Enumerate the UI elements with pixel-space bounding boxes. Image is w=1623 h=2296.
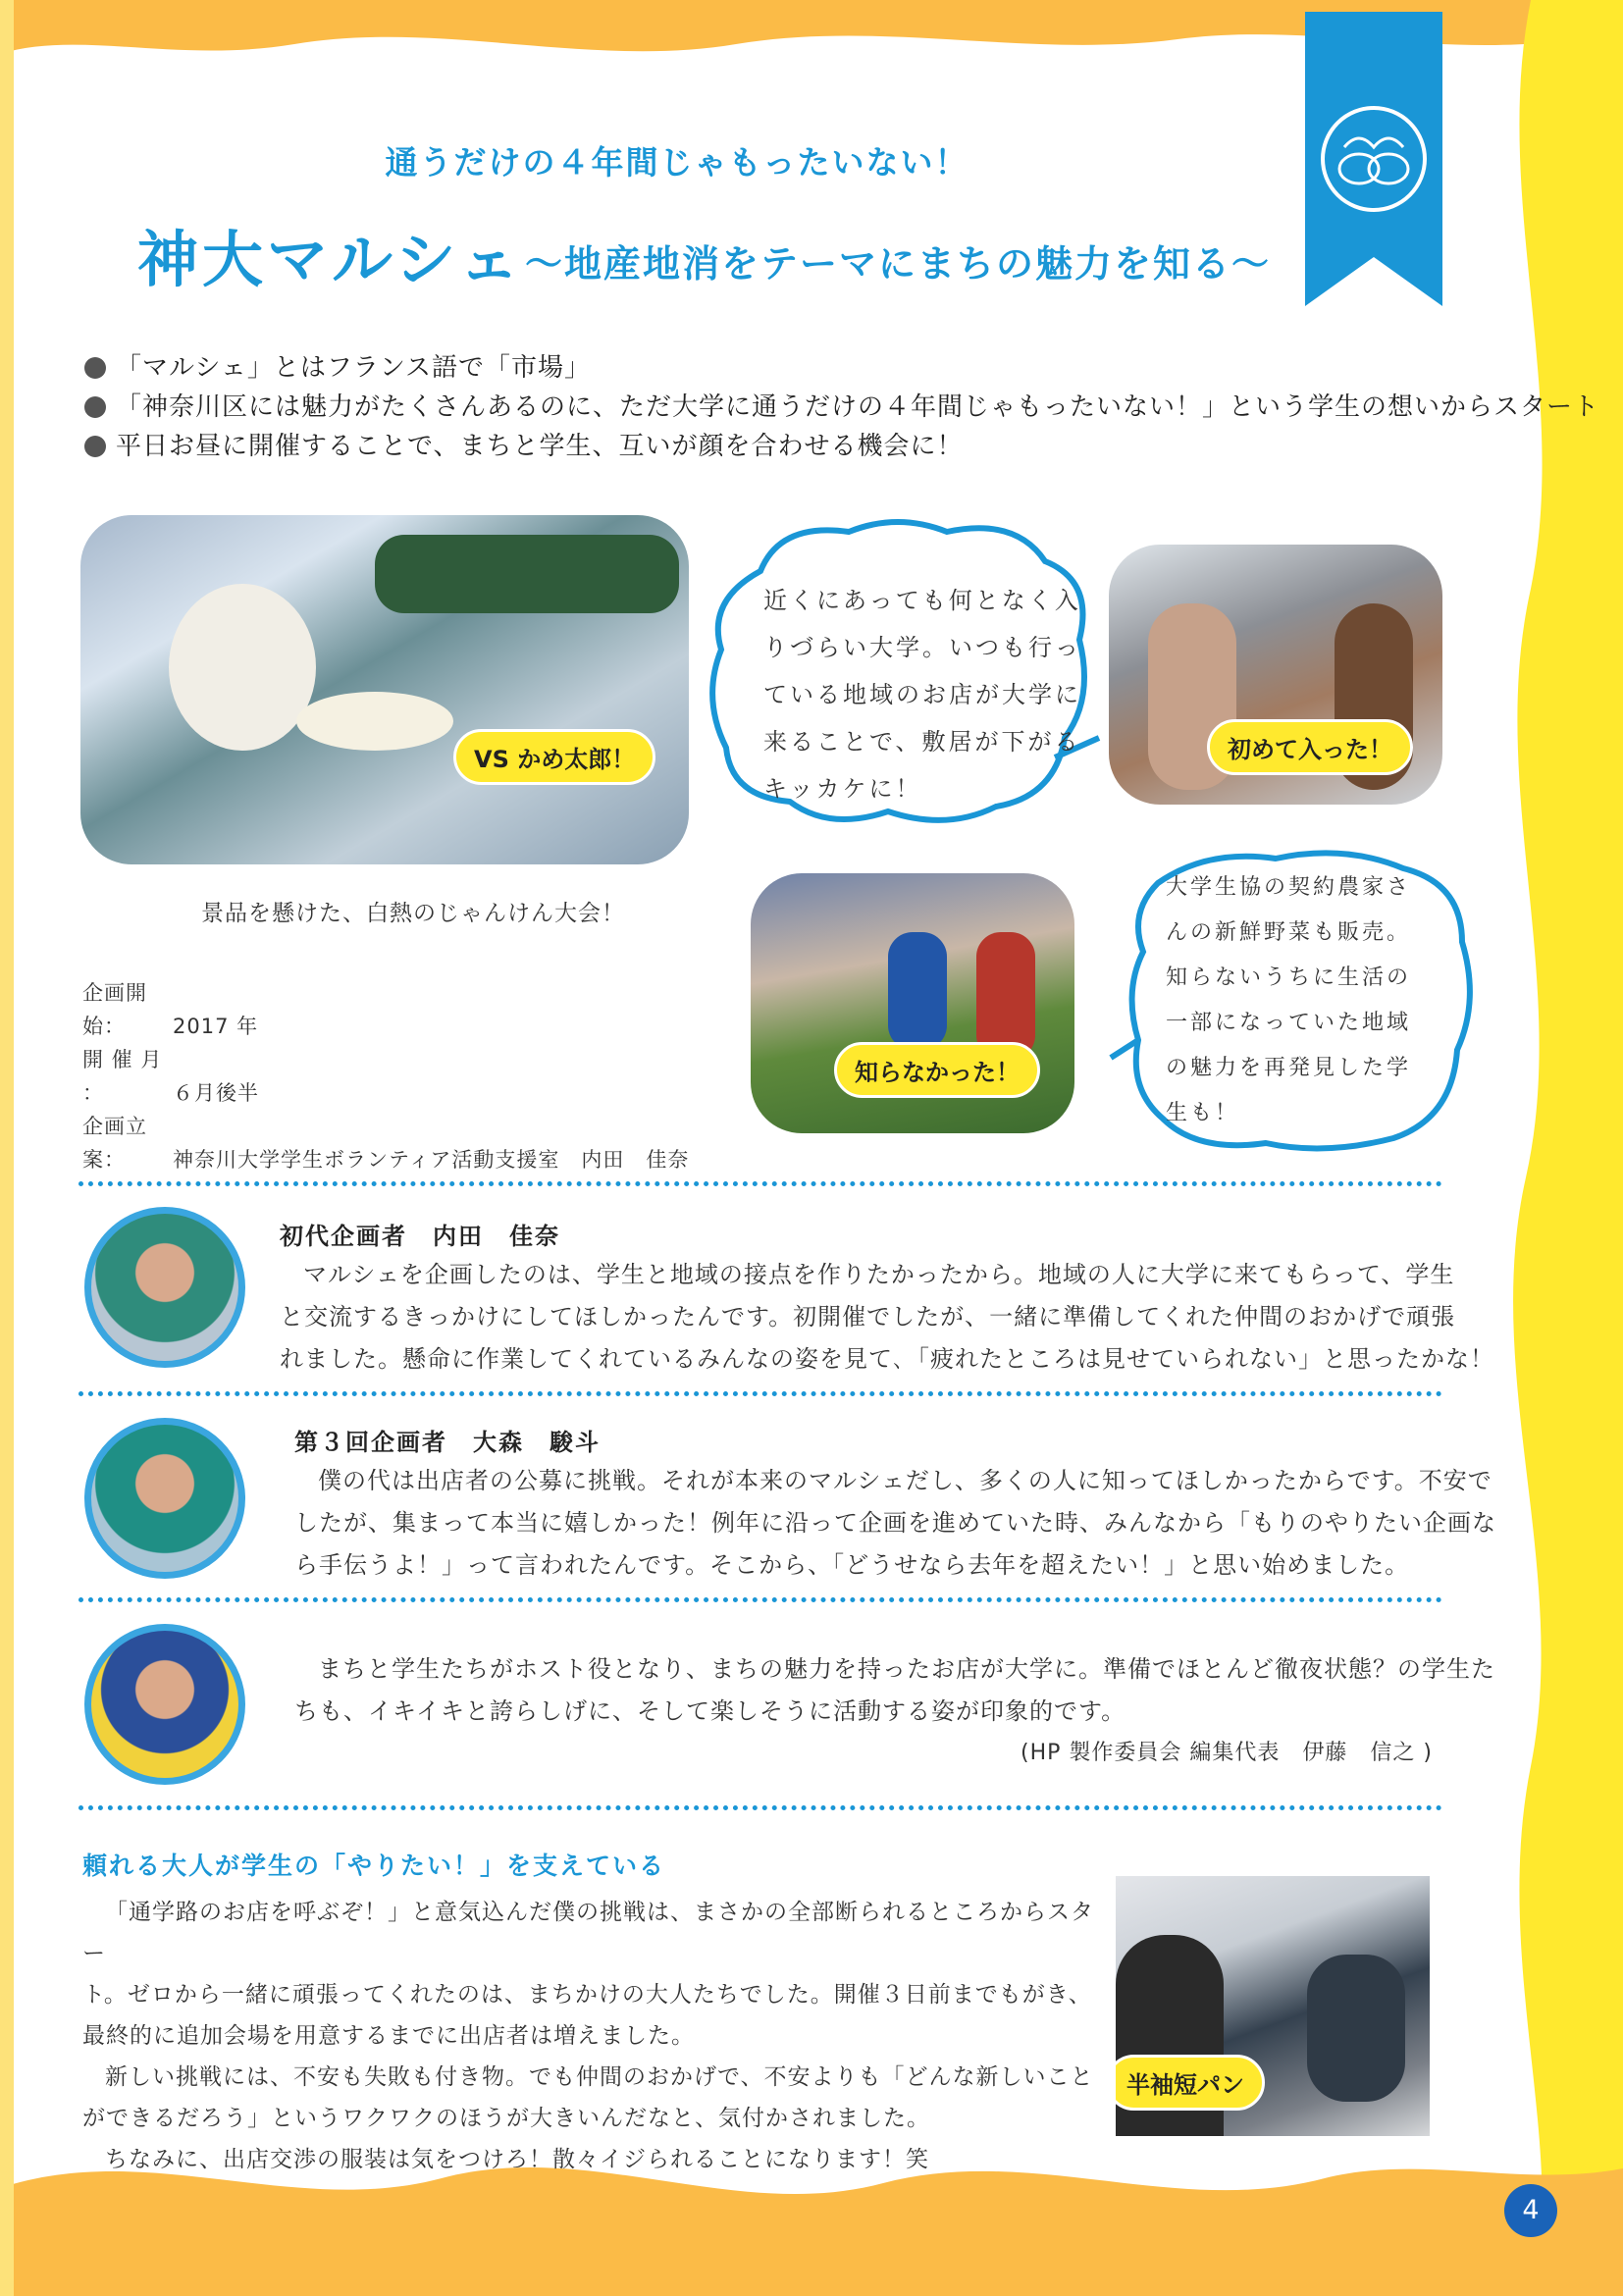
bullet-dot-icon (84, 436, 106, 457)
dotted-divider (79, 1391, 1442, 1396)
avatar (84, 1418, 245, 1579)
editor-signature: (HP 製作委員会 編集代表 伊藤 信之 ) (1021, 1741, 1433, 1765)
intro-bullet-list (84, 348, 1599, 466)
page-subtitle: ～地産地消をテーマにまちの魅力を知る～ (525, 242, 1272, 286)
editor-comment: まちと学生たちがホスト役となり、まちの魅力を持ったお店が大学に。準備でほとんど徹夜状態？の学生た ちも、イキイキと誇らしげに、そして楽しそうに活動する姿が印象的です。 (294, 1655, 1495, 1725)
vegetable-stall-photo (751, 873, 1074, 1133)
dotted-divider (79, 1597, 1442, 1602)
photo-person-shape (888, 932, 947, 1050)
bubble-quote-1: 近くにあっても何となく入 りづらい大学。いつも行っ ている地域のお店が大学に 来ることで、敷居が下がる キッカケに！ (763, 587, 1081, 803)
photo-mascot-figure (169, 584, 316, 751)
person-comment: 僕の代は出店者の公募に挑戦。それが本来のマルシェだし、多くの人に知ってほしかったからです。不安で したが、集まって本当に嬉しかった！例年に沿って企画を進めていた時、みんなから「もりのやりたい企画な ら手伝うよ！」って言われたんです。そこから、「どうせなら去年を超えたい！」と思い始めました。 (294, 1467, 1496, 1579)
person-name: 初代企画者 内田 佳奈 (280, 1223, 560, 1250)
photo-hat-shape (296, 692, 453, 751)
dotted-divider (79, 1181, 1442, 1186)
page-title: 神大マルシェ (137, 224, 524, 295)
marche-janken-photo (80, 515, 689, 864)
person-name: 第３回企画者 大森 駿斗 (294, 1429, 601, 1456)
bullet-item: 平日お昼に開催することで、まちと学生、互いが顔を合わせる機会に！ (84, 427, 1599, 466)
header-kicker: 通うだけの４年間じゃもったいない！ (385, 143, 969, 182)
avatar (84, 1624, 245, 1785)
first-visit-photo (1109, 545, 1442, 805)
avatar (84, 1207, 245, 1368)
dotted-divider (79, 1805, 1442, 1810)
info-row: 開 催 月 ： ６月後半 (82, 1048, 259, 1105)
bullet-dot-icon (84, 396, 106, 418)
project-info (82, 976, 689, 1176)
bullet-item: 「マルシェ」とはフランス語で「市場」 (84, 348, 1599, 388)
photo-person-shape (1307, 1955, 1405, 2102)
section-heading: 頼れる大人が学生の「やりたい！」を支えている (82, 1852, 666, 1880)
photo-person-shape (976, 932, 1035, 1060)
bullet-item: 「神奈川区には魅力がたくさんあるのに、ただ大学に通うだけの４年間じゃもったいない！」という学生の想いからスタート (84, 388, 1599, 427)
main-photo-caption: 景品を懸けた、白熱のじゃんけん大会！ (201, 901, 625, 926)
info-row: 企画開始： 2017 年 (82, 981, 259, 1038)
negotiation-photo (1116, 1876, 1430, 2136)
photo-label-first-visit: 初めて入った！ (1207, 719, 1413, 775)
bullet-dot-icon (84, 357, 106, 379)
section-body: 「通学路のお店を呼ぶぞ！」と意気込んだ僕の挑戦は、まさかの全部断られるところからスター ト。ゼロから一緒に頑張ってくれたのは、まちかけの大人たちでした。開催３日前までもがき、 最終的に追加会場を用意するまでに出店者は増えました。 新しい挑戦には、不安も失敗も付き物。でも仲間のおかげで、不安よりも「どんな新しいこと ができるだろう」というワクワクのほうが大きいんだなと、気付かされました。 ちなみに、出店交渉の服装は気をつけろ！散々イジられることになります！笑 (82, 1900, 1094, 2172)
photo-label-short-sleeves: 半袖短パン (1116, 2055, 1265, 2111)
info-row: 企画立案： 神奈川大学学生ボランティア活動支援室 内田 佳奈 (82, 1115, 690, 1172)
person-comment: マルシェを企画したのは、学生と地域の接点を作りたかったから。地域の人に大学に来てもらって、学生 と交流するきっかけにしてほしかったんです。初開催でしたが、一緒に準備してくれた仲間のおかげで頑張 れました。懸命に作業してくれているみんなの姿を見て､「疲れたところは見せていられない」と思ったかな！ (280, 1261, 1494, 1373)
photo-tent-shape (375, 535, 679, 613)
page-number: 4 (1504, 2184, 1557, 2237)
photo-label-didnt-know: 知らなかった！ (834, 1042, 1040, 1098)
bubble-quote-2: 大学生協の契約農家さ んの新鮮野菜も販売。 知らないうちに生活の 一部になっていた地域 の魅力を再発見した学 生も！ (1166, 875, 1412, 1125)
photo-label-vs-kametaro: VS かめ太郎！ (453, 729, 655, 785)
